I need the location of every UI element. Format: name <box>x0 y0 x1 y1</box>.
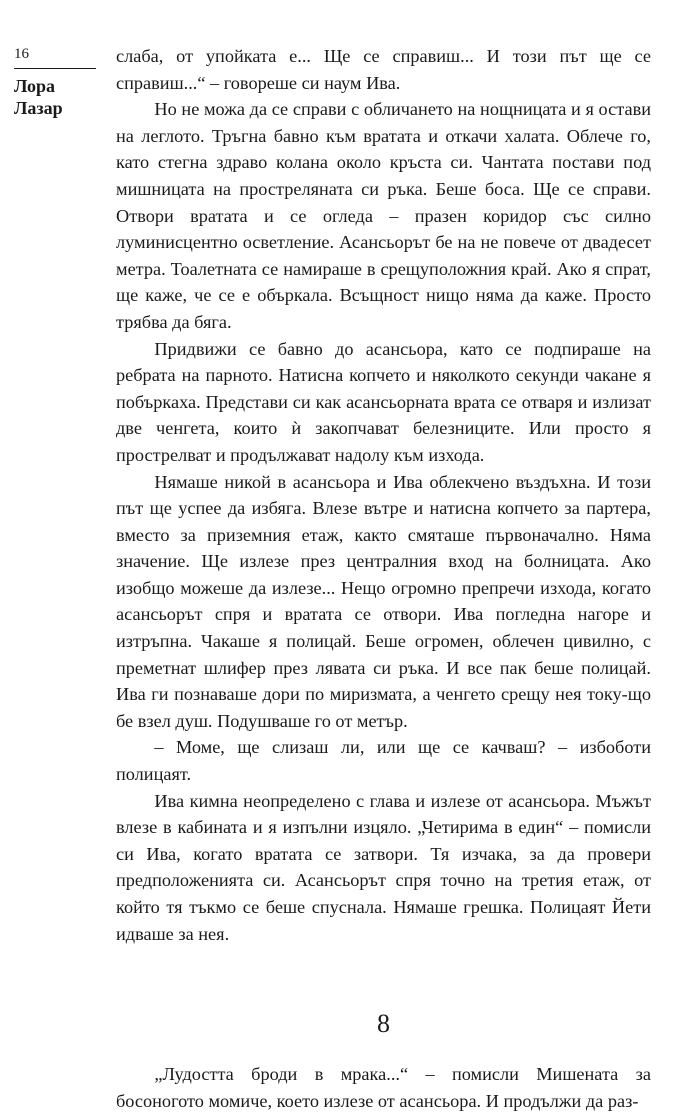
author-first-name: Лора <box>14 76 55 96</box>
page-number: 16 <box>14 44 96 69</box>
paragraph: слаба, от упойката е... Ще се справиш... И този път ще се справиш...“ – говореше си наум Ива. <box>116 46 651 93</box>
paragraph: Придвижи се бавно до асансьора, като се подпираше на ребрата на парното. Натисна копчето и няколкото секунди чакане я побъркаха. Представи си как асансьорната врата се отваря и излизат две ченгета, които ѝ закопчават белезниците. Или просто я прострелват и продължават надолу към изхода. <box>116 338 651 465</box>
body-text <box>116 43 651 1114</box>
running-head-author <box>14 75 96 119</box>
paragraph: Но не можа да се справи с обличането на нощницата и я остави на леглото. Тръгна бавно към вратата и откачи халата. Облече го, като стегна здраво колана около кръста си. Чантата постави под мишницата на простреляната си ръка. Беше боса. Ще се справи. Отвори вратата и се огледа – празен коридор със силно луминисцентно осветление. Асансьорът бе на не повече от двадесет метра. Тоалетната се намираше в срещуположния край. Ако я спрат, ще каже, че се е объркала. Всъщност нищо няма да каже. Просто трябва да бяга. <box>116 99 651 332</box>
author-last-name: Лазар <box>14 98 63 118</box>
paragraph: Ива кимна неопределено с глава и излезе от асансьора. Мъжът влезе в кабината и я изпълни изцяло. „Четирима в един“ – помисли си Ива, когато вратата се затвори. Тя изчака, за да провери предположенията си. Асансьорът спря точно на третия етаж, от който тя тъкмо се беше спуснала. Нямаше грешка. Полицаят Йети идваше за нея. <box>116 790 651 944</box>
page-margin <box>14 44 96 119</box>
chapter-number: 8 <box>377 1009 390 1039</box>
chapter-opening-paragraph: „Лудостта броди в мрака...“ – помисли Мишената за босоногото момиче, което излезе от асансьора. И продължи да раз- <box>116 1064 651 1111</box>
dialogue-line: – Моме, ще слизаш ли, или ще се качваш? – избоботи полицаят. <box>116 737 651 785</box>
paragraph: Нямаше никой в асансьора и Ива облекчено въздъхна. И този път ще успее да избяга. Влезе вътре и натисна копчето за партера, вместо за приземния етаж, както смяташе първоначално. Няма значение. Ще излезе през централния вход на болницата. Ако изобщо можеше да излезе... Нещо огромно препречи изхода, когато асансьорът спря и вратата се отвори. Ива погледна нагоре и изтръпна. Чакаше я полицай. Беше огромен, облечен цивилно, с преметнат шлифер през лявата си ръка. И все пак беше полицай. Ива ги познаваше дори по миризмата, а ченгето срещу нея току-що бе взел душ. Подушваше го от метър. <box>116 471 651 731</box>
